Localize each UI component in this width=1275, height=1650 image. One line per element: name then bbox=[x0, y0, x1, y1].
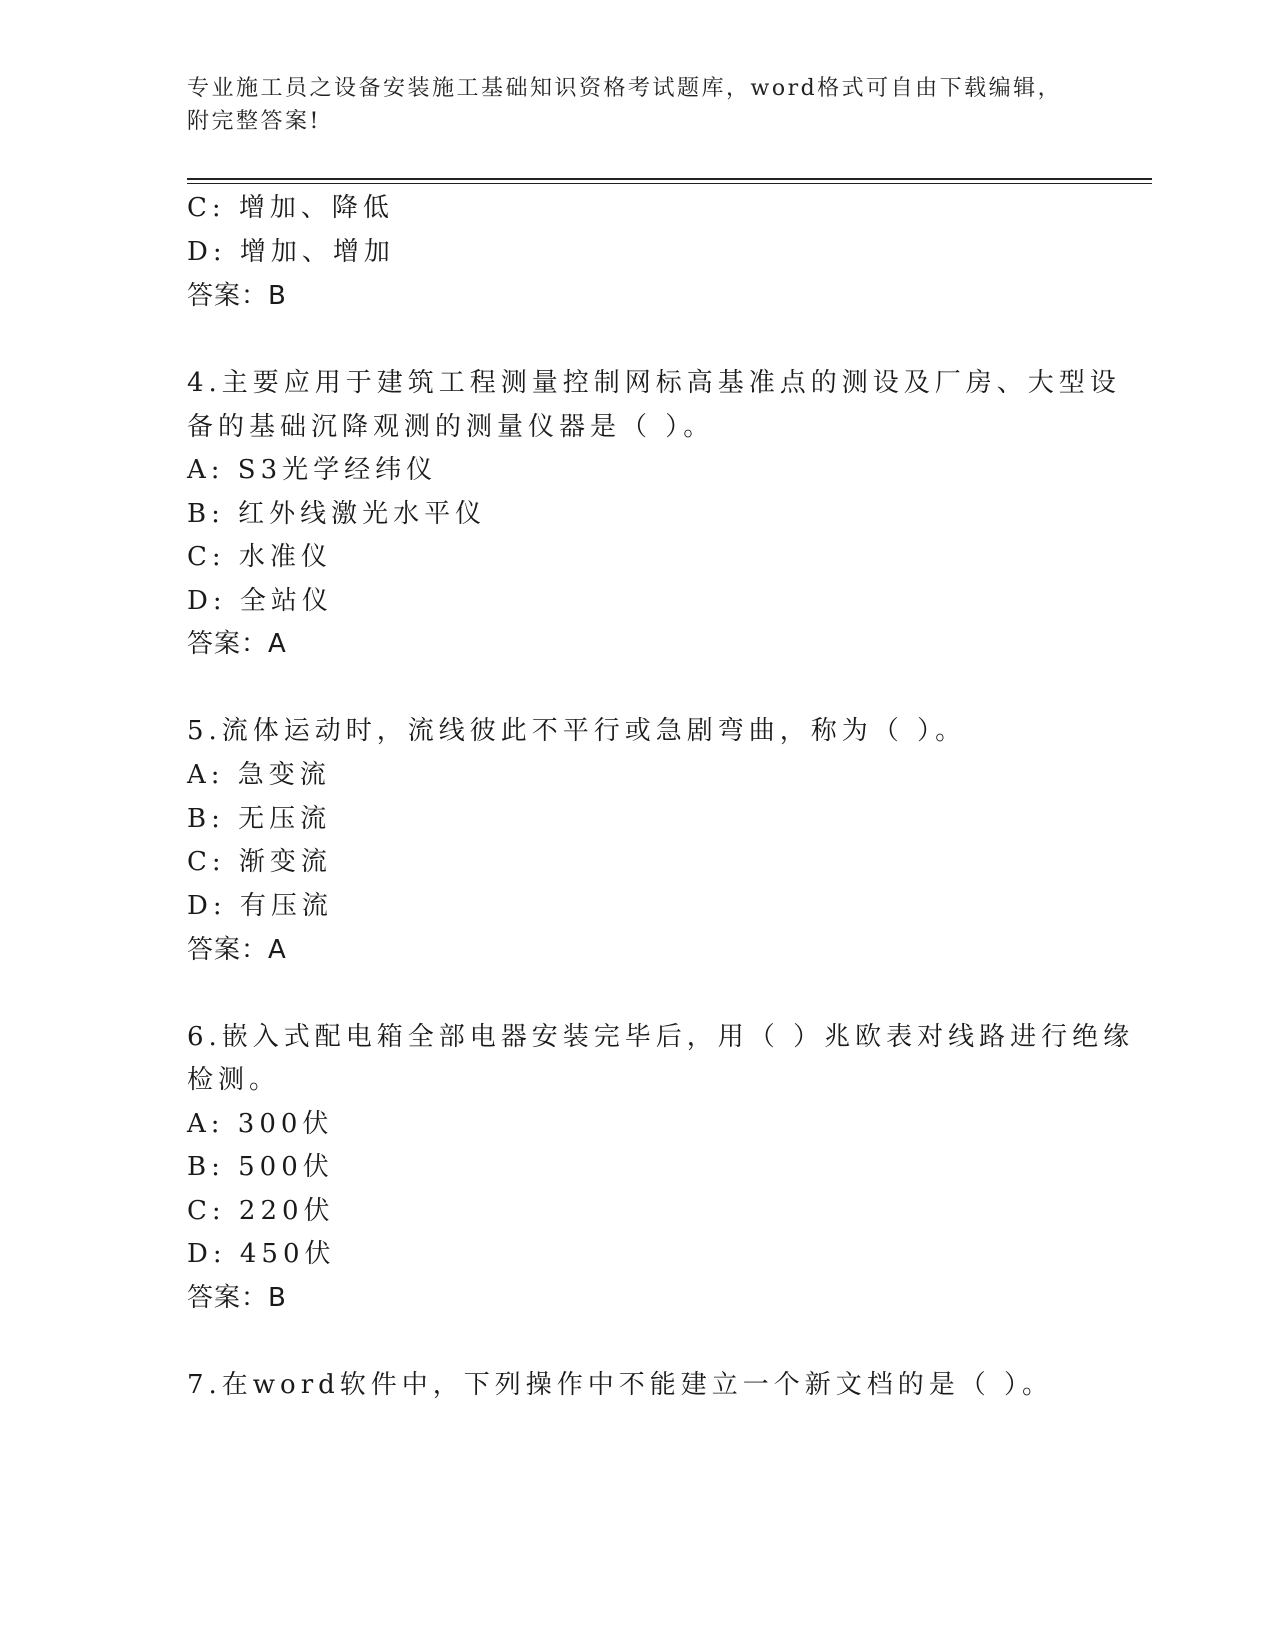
q4-stem-line-1: 4.主要应用于建筑工程测量控制网标高基准点的测设及厂房、大型设 bbox=[187, 368, 1121, 398]
document-header bbox=[187, 72, 1087, 138]
q4-option-d: D: 全站仪 bbox=[187, 586, 333, 616]
q6-stem-line-1: 6.嵌入式配电箱全部电器安装完毕后，用（ ）兆欧表对线路进行绝缘 bbox=[187, 1022, 1135, 1052]
q5-option-d: D: 有压流 bbox=[187, 891, 333, 921]
q6-option-a: A: 300伏 bbox=[187, 1109, 334, 1139]
q5-option-c: C: 渐变流 bbox=[187, 847, 332, 877]
q4-stem-line-2: 备的基础沉降观测的测量仪器是（ ）。 bbox=[187, 412, 715, 442]
q5-stem-line-1: 5.流体运动时，流线彼此不平行或急剧弯曲，称为（ ）。 bbox=[187, 716, 967, 746]
q3-option-c: C: 增加、降低 bbox=[187, 193, 394, 223]
header-title-line-2: 附完整答案! bbox=[187, 109, 321, 134]
q3-answer: 答案：B bbox=[187, 281, 287, 311]
header-divider-thin bbox=[187, 183, 1152, 184]
q4-option-c: C: 水准仪 bbox=[187, 542, 332, 572]
q6-answer: 答案：B bbox=[187, 1283, 287, 1313]
q6-option-d: D: 450伏 bbox=[187, 1239, 336, 1269]
q5-answer: 答案：A bbox=[187, 935, 287, 965]
q5-option-b: B: 无压流 bbox=[187, 804, 332, 834]
q4-option-a: A: S3光学经纬仪 bbox=[187, 455, 438, 485]
q6-option-c: C: 220伏 bbox=[187, 1196, 335, 1226]
q4-answer: 答案：A bbox=[187, 629, 287, 659]
q7-stem-line-1: 7.在word软件中，下列操作中不能建立一个新文档的是（ ）。 bbox=[187, 1370, 1054, 1400]
q3-option-d: D: 增加、增加 bbox=[187, 237, 395, 267]
q5-option-a: A: 急变流 bbox=[187, 760, 331, 790]
q4-option-b: B: 红外线激光水平仪 bbox=[187, 499, 487, 529]
header-divider-thick bbox=[187, 178, 1152, 180]
q6-stem-line-2: 检测。 bbox=[187, 1065, 281, 1095]
header-title-line-1: 专业施工员之设备安装施工基础知识资格考试题库，word格式可自由下载编辑， bbox=[187, 76, 1063, 101]
q6-option-b: B: 500伏 bbox=[187, 1152, 334, 1182]
